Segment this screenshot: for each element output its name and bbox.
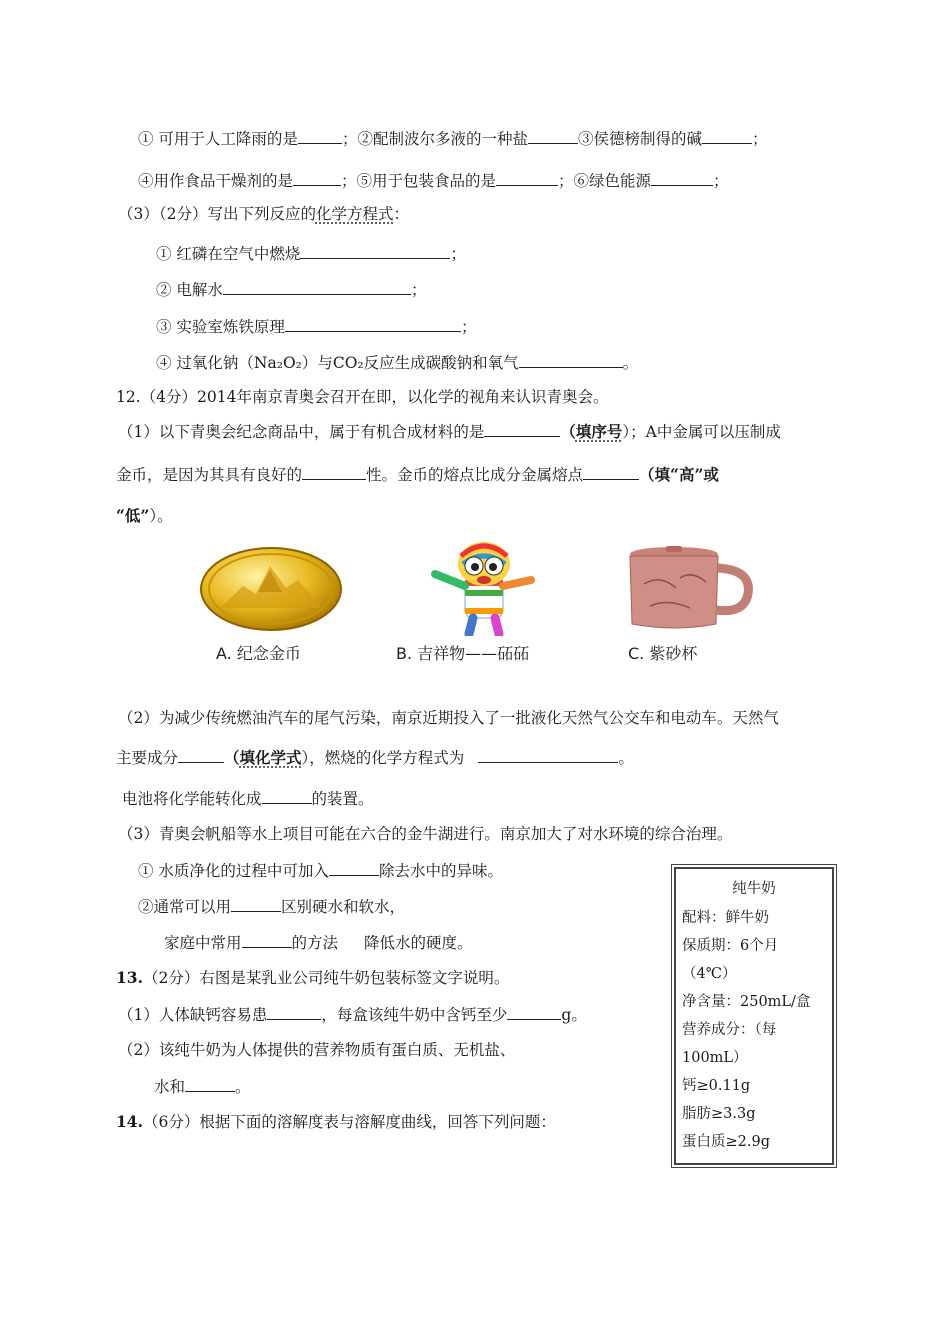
answer-blank[interactable] (223, 279, 411, 295)
label-row: 净含量：250mL/盒 (682, 994, 811, 1010)
caption-gold-coin: A. 纪念金币 (216, 644, 301, 663)
answer-blank[interactable] (242, 932, 292, 948)
answer-blank[interactable] (583, 464, 639, 480)
answer-blank[interactable] (267, 1004, 321, 1020)
q13-heading: 13.（2分）右图是某乳业公司纯牛奶包装标签文字说明。 (116, 968, 510, 987)
answer-blank[interactable] (302, 464, 366, 480)
q13-sub2-line1: （2）该纯牛奶为人体提供的营养物质有蛋白质、无机盐、 (118, 1041, 516, 1059)
q14-heading: 14.（6分）根据下面的溶解度表与溶解度曲线，回答下列问题： (116, 1112, 556, 1131)
caption-clay-cup: C. 紫砂杯 (628, 644, 698, 663)
label-row: 保质期：6个月 (682, 938, 779, 954)
purple-clay-cup-image (620, 544, 756, 632)
q12-sub1-line2: 金币，是因为其具有良好的 性。金币的熔点比成分金属熔点 （填“高”或 (116, 465, 719, 484)
q12-sub3-line1: （3）青奥会帆船等水上项目可能在六合的金牛湖进行。南京加大了对水环境的综合治理。 (118, 825, 733, 843)
reaction-4: ④ 过氧化钠（Na₂O₂）与CO₂反应生成碳酸钠和氧气 。 (156, 354, 639, 372)
answer-blank[interactable] (231, 896, 281, 912)
answer-blank[interactable] (478, 747, 618, 763)
q12-sub1-line3: “低”）。 (116, 506, 173, 525)
q12-heading: 12.（4分）2014年南京青奥会召开在即，以化学的视角来认识青奥会。 (116, 388, 609, 406)
label-row: 营养成分：（每 (682, 1022, 777, 1038)
reaction-3: ③ 实验室炼铁原理 ； (156, 318, 477, 336)
caption-mascot: B. 吉祥物——砳砳 (396, 644, 530, 663)
answer-blank[interactable] (651, 170, 713, 186)
answer-blank[interactable] (329, 860, 379, 876)
reaction-2: ② 电解水 ； (156, 281, 427, 299)
label-row: 蛋白质≥2.9g (682, 1134, 770, 1150)
label-row: 脂肪≥3.3g (682, 1106, 756, 1122)
gold-coin-image (198, 546, 344, 632)
q12-sub3-line3: ②通常可以用 区别硬水和软水， (138, 898, 406, 916)
q12-sub1-line1: （1）以下青奥会纪念商品中，属于有机合成材料的是 （填序号）；A中金属可以压制成 (118, 422, 781, 441)
q12-sub3-line2: ① 水质净化的过程中可加入 除去水中的异味。 (138, 862, 503, 880)
answer-blank[interactable] (519, 352, 623, 368)
reaction-1: ① 红磷在空气中燃烧 ； (156, 245, 466, 263)
answer-blank[interactable] (262, 788, 312, 804)
label-title: 纯牛奶 (732, 881, 776, 897)
milk-label-box (674, 867, 834, 1165)
label-row: 钙≥0.11g (682, 1078, 751, 1094)
answer-blank[interactable] (300, 243, 450, 259)
q11-line-1: ① 可用于人工降雨的是 ；②配制波尔多液的一种盐 ③侯德榜制得的碱 ； (138, 130, 768, 148)
answer-blank[interactable] (178, 747, 224, 763)
mascot-image (425, 540, 541, 636)
q13-sub2-line2: 水和 。 (154, 1078, 251, 1096)
answer-blank[interactable] (528, 128, 578, 144)
answer-blank[interactable] (484, 421, 560, 437)
answer-blank[interactable] (293, 170, 341, 186)
label-row: 100mL） (682, 1050, 748, 1066)
answer-blank[interactable] (285, 316, 461, 332)
q13-sub1: （1）人体缺钙容易患 ，每盒该纯牛奶中含钙至少 g。 (118, 1006, 587, 1024)
q11-subquestion-3: （3）（2分）写出下列反应的化学方程式： (118, 205, 410, 223)
q12-sub2-line3: 电池将化学能转化成 的装置。 (122, 790, 374, 808)
q12-sub3-line4: 家庭中常用 的方法 降低水的硬度。 (164, 934, 473, 952)
q11-line-2: ④用作食品干燥剂的是 ；⑤用于包装食品的是 ；⑥绿色能源 ； (138, 172, 729, 190)
answer-blank[interactable] (298, 128, 342, 144)
label-row: （4℃） (682, 966, 737, 982)
answer-blank[interactable] (496, 170, 558, 186)
label-row: 配料：鲜牛奶 (682, 910, 769, 926)
answer-blank[interactable] (702, 128, 752, 144)
answer-blank[interactable] (185, 1076, 235, 1092)
q12-sub2-line1: （2）为减少传统燃油汽车的尾气污染，南京近期投入了一批液化天然气公交车和电动车。天然气 (118, 709, 779, 727)
answer-blank[interactable] (507, 1004, 561, 1020)
q12-sub2-line2: 主要成分 （填化学式），燃烧的化学方程式为 。 (116, 748, 634, 767)
